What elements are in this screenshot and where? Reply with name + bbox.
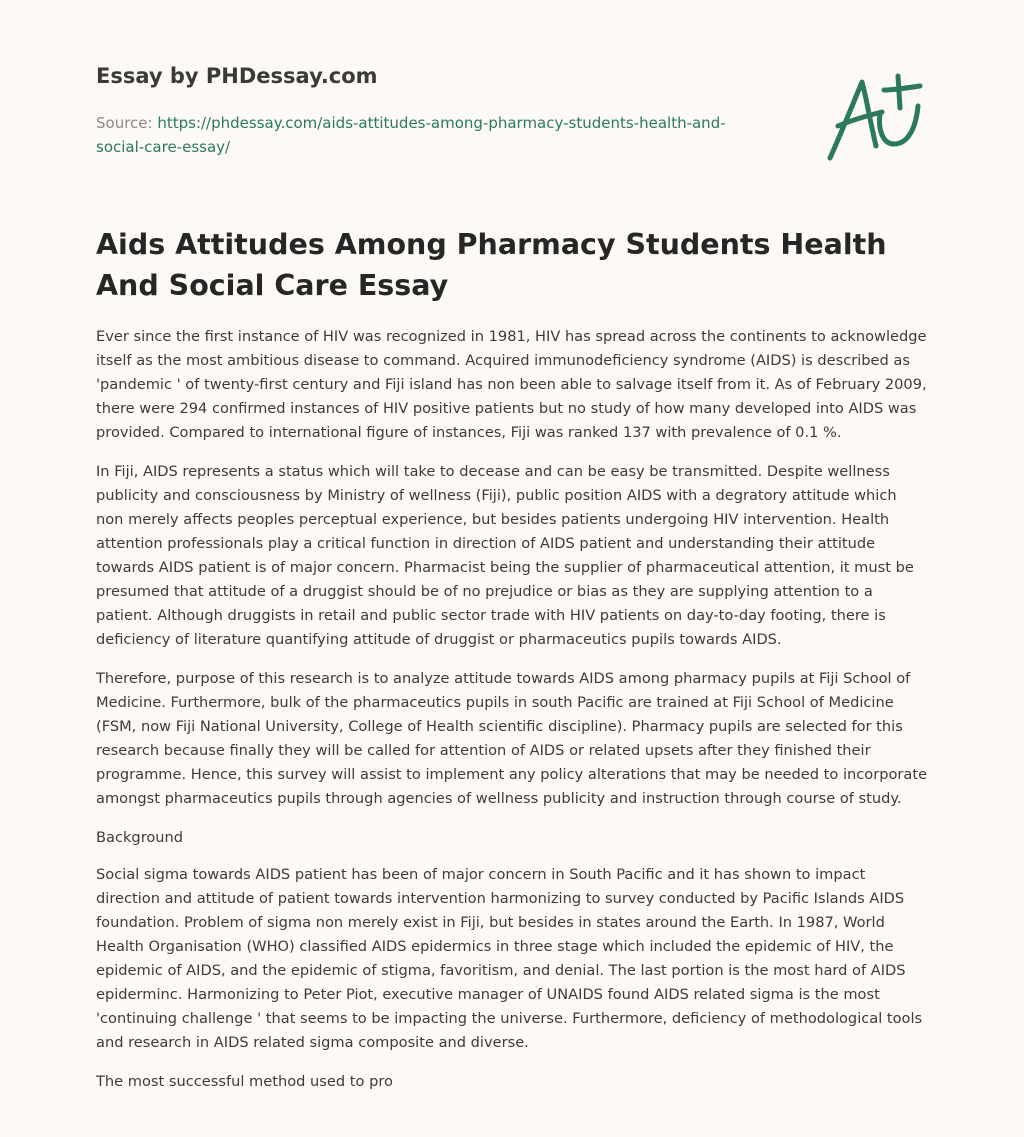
paragraph-truncated: The most successful method used to pro xyxy=(96,1073,393,1090)
section-heading-background: Background xyxy=(96,829,184,846)
paragraph-fiji: In Fiji, AIDS represents a status which will take to decease and can be easy be transmitted. Despite wellness publicity and consciousness by Ministry of wellness (Fiji), public position AIDS with a degratory attitude which non merely affects peoples perceptual experience, but besides patients undergoing HIV intervention. Health attention professionals play a critical function in direction of AIDS patient and understanding their attitude towards AIDS patient is of major concern. Pharmacist being the supplier of pharmaceutical attention, it must be presumed that attitude of a druggist should be of no prejudice or bias as they are supplying attention to a patient. Although druggists in retail and public sector trade with HIV patients on day-to-day footing, there is deficiency of literature quantifying attitude of druggist or pharmaceutics pupils towards AIDS. xyxy=(96,463,914,648)
site-title: Essay by PHDessay.com xyxy=(96,64,378,88)
paragraph-background: Social sigma towards AIDS patient has been of major concern in South Pacific and it has shown to impact direction and attitude of patient towards intervention harmonizing to survey conducted by Pacific Islands AIDS foundation. Problem of sigma non merely exist in Fiji, but besides in states around the Earth. In 1987, World Health Organisation (WHO) classified AIDS epidermics in three stage which included the epidemic of HIV, the epidemic of AIDS, and the epidemic of stigma, favoritism, and denial. The last portion is the most hard of AIDS epiderminc. Harmonizing to Peter Piot, executive manager of UNAIDS found AIDS related sigma is the most 'continuing challenge ' that seems to be impacting the universe. Furthermore, deficiency of methodological tools and research in AIDS related sigma composite and diverse. xyxy=(96,866,923,1051)
article-title: Aids Attitudes Among Pharmacy Students Health And Social Care Essay xyxy=(96,228,887,302)
source-label: Source: xyxy=(96,114,158,132)
paragraph-purpose: Therefore, purpose of this research is to analyze attitude towards AIDS among pharmacy pupils at Fiji School of Medicine. Furthermore, bulk of the pharmaceutics pupils in south Pacific are trained at Fiji School of Medicine (FSM, now Fiji National University, College of Health scientific discipline). Pharmacy pupils are selected for this research because finally they will be called for attention of AIDS or related upsets after they finished their programme. Hence, this survey will assist to implement any policy alterations that may be needed to incorporate amongst pharmaceutics pupils through agencies of wellness publicity and instruction through course of study. xyxy=(96,670,928,807)
source-line xyxy=(96,111,756,159)
paragraph-intro: Ever since the first instance of HIV was recognized in 1981, HIV has spread across the continents to acknowledge itself as the most ambitious disease to command. Acquired immunodeficiency syndrome (AIDS) is described as 'pandemic ' of twenty-first century and Fiji island has non been able to salvage itself from it. As of February 2009, there were 294 confirmed instances of HIV positive patients but no study of how many developed into AIDS was provided. Compared to international figure of instances, Fiji was ranked 137 with prevalence of 0.1 %. xyxy=(96,328,927,441)
a-plus-grade-logo-icon xyxy=(822,66,932,166)
source-link[interactable]: https://phdessay.com/aids-attitudes-among-pharmacy-students-health-and-social-care-essay/ xyxy=(96,114,726,156)
article-body xyxy=(96,325,928,1109)
